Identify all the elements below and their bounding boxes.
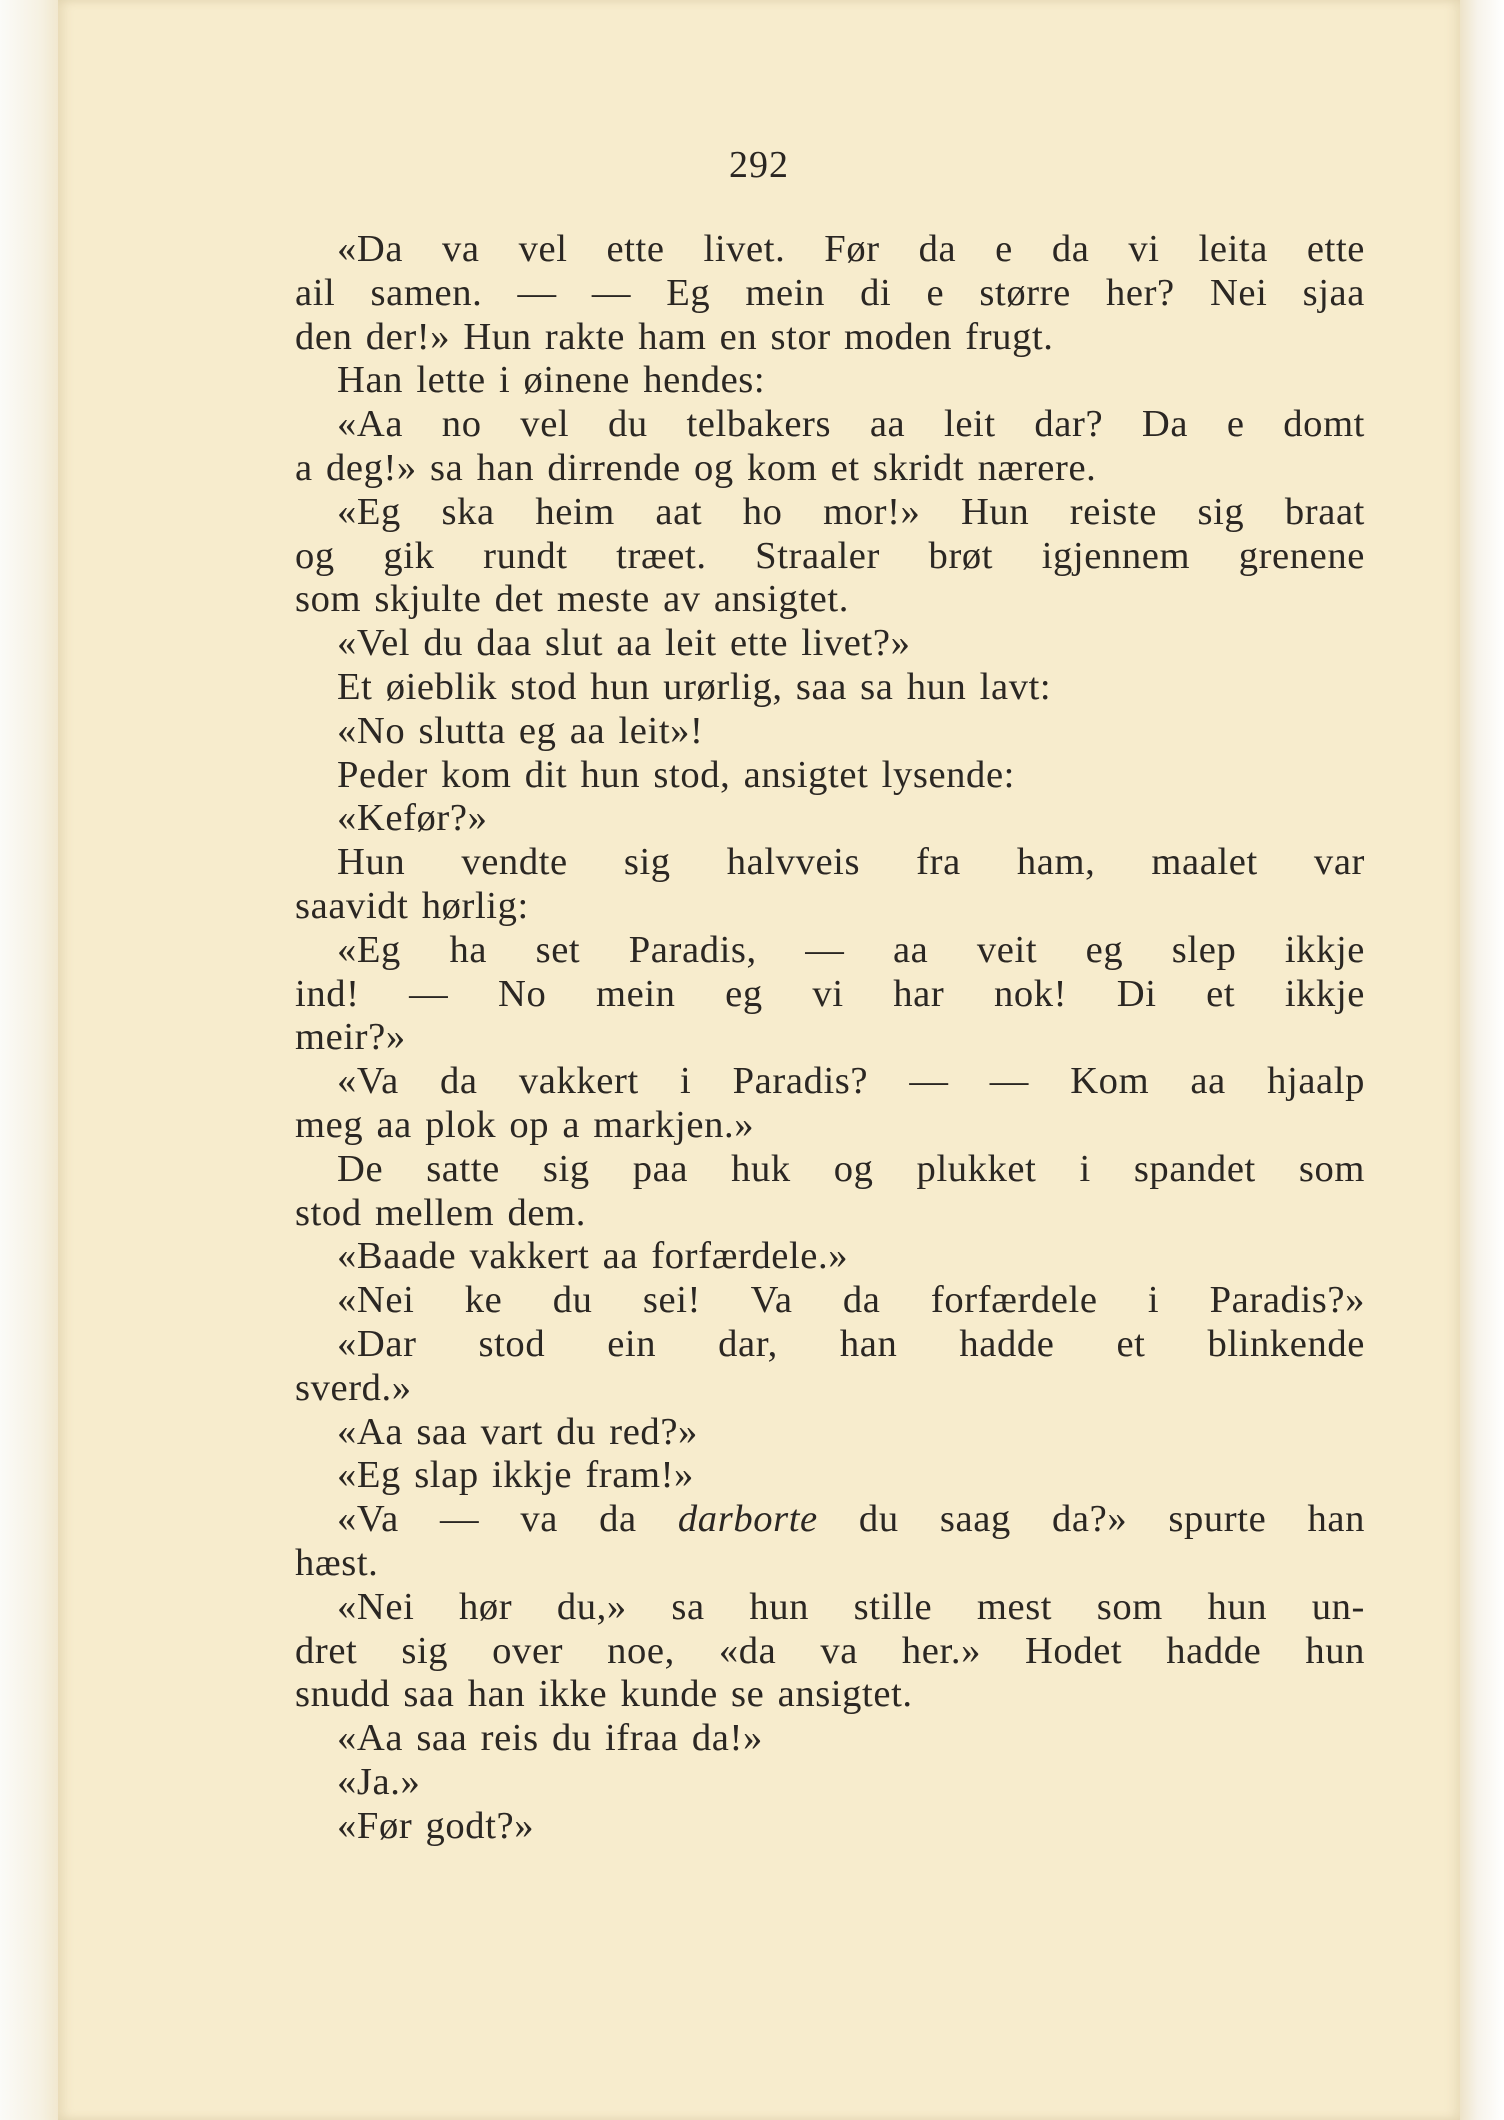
- text-line: «Aa saa vart du red?»: [337, 1410, 698, 1453]
- text-line: og gik rundt træet. Straaler brøt igjennem grenene: [295, 534, 1365, 577]
- text-line: «Kefør?»: [337, 797, 488, 840]
- text-line: «Da va vel ette livet. Før da e da vi leita ette: [337, 228, 1365, 270]
- text-line: «Dar stod ein dar, han hadde et blinkende: [337, 1322, 1365, 1365]
- text-line: meir?»: [295, 1016, 406, 1059]
- text-line: [295, 1498, 1365, 1542]
- text-line: sverd.»: [295, 1366, 412, 1409]
- text-line: «Va da vakkert i Paradis? — — Kom aa hjaalp: [337, 1060, 1365, 1103]
- text-line: hæst.: [295, 1541, 379, 1584]
- text-line: «Baade vakkert aa forfærdele.»: [337, 1235, 849, 1278]
- text-line: «Vel du daa slut aa leit ette livet?»: [337, 622, 911, 665]
- text-line: ind! — No mein eg vi har nok! Di et ikkje: [295, 972, 1365, 1015]
- text-line: snudd saa han ikke kunde se ansigtet.: [295, 1673, 913, 1716]
- text-line: «No slutta eg aa leit»!: [337, 709, 704, 752]
- scan-left-margin: [0, 0, 58, 2120]
- text-line: a deg!» sa han dirrende og kom et skridt nærere.: [295, 446, 1097, 489]
- text-line: stod mellem dem.: [295, 1191, 586, 1234]
- scan-right-margin: [1460, 0, 1504, 2120]
- text-line: «Ja.»: [337, 1760, 421, 1803]
- text-line: den der!» Hun rakte ham en stor moden frugt.: [295, 315, 1054, 358]
- text-line: ail samen. — — Eg mein di e større her? Nei sjaa: [295, 271, 1365, 314]
- text-line: «Nei ke du sei! Va da forfærdele i Paradis?»: [337, 1279, 1365, 1322]
- text-line: «Eg ha set Paradis, — aa veit eg slep ikkje: [337, 928, 1365, 971]
- text-line: Et øieblik stod hun urørlig, saa sa hun lavt:: [337, 665, 1052, 708]
- text-line: meg aa plok op a markjen.»: [295, 1103, 755, 1146]
- text-line: dret sig over noe, «da va her.» Hodet hadde hun: [295, 1629, 1365, 1672]
- text-line: «Nei hør du,» sa hun stille mest som hun un-: [337, 1585, 1365, 1628]
- text-line: Hun vendte sig halvveis fra ham, maalet var: [337, 841, 1365, 884]
- book-page: [58, 0, 1460, 2120]
- text-line: «Eg slap ikkje fram!»: [337, 1454, 694, 1497]
- text-line: «Før godt?»: [337, 1804, 535, 1847]
- text-line: «Aa no vel du telbakers aa leit dar? Da e domt: [337, 403, 1365, 446]
- body-text: [295, 228, 1365, 1848]
- page-number: 292: [729, 144, 789, 186]
- text-line: «Eg ska heim aat ho mor!» Hun reiste sig braat: [337, 490, 1365, 533]
- text-segment: «Va — va da: [337, 1498, 678, 1541]
- text-line: Peder kom dit hun stod, ansigtet lysende:: [337, 753, 1015, 796]
- text-line: «Aa saa reis du ifraa da!»: [337, 1717, 763, 1760]
- text-segment: du saag da?» spurte han: [817, 1498, 1365, 1541]
- text-line: som skjulte det meste av ansigtet.: [295, 578, 849, 621]
- text-line: Han lette i øinene hendes:: [337, 359, 766, 402]
- italic-word: darborte: [677, 1498, 818, 1541]
- text-line: saavidt hørlig:: [295, 884, 529, 927]
- text-line: De satte sig paa huk og plukket i spandet som: [337, 1147, 1365, 1190]
